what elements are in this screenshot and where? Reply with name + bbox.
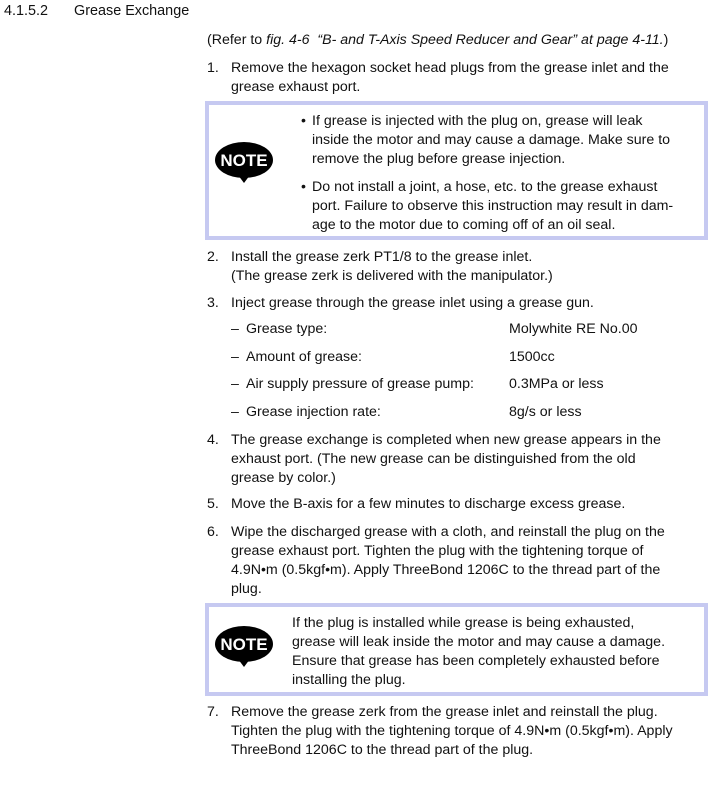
step-5 bbox=[207, 495, 707, 514]
note-line: Do not install a joint, a hose, etc. to the grease exhaust bbox=[312, 179, 658, 195]
step-line: (The grease zerk is delivered with the manipulator.) bbox=[231, 268, 553, 284]
step-line: grease exhaust port. bbox=[231, 79, 361, 95]
step-line: 4.9N•m (0.5kgf•m). Apply ThreeBond 1206C to the thread part of the bbox=[231, 562, 661, 578]
spec-value: 0.3MPa or less bbox=[509, 376, 604, 392]
step-line: Tighten the plug with the tightening torque of 4.9N•m (0.5kgf•m). Apply bbox=[231, 723, 673, 739]
reference-prefix: (Refer to bbox=[207, 32, 267, 48]
step-line: Wipe the discharged grease with a cloth, and reinstall the plug on the bbox=[231, 524, 665, 540]
spec-value: 1500cc bbox=[509, 349, 555, 365]
step-line: Inject grease through the grease inlet using a grease gun. bbox=[231, 295, 594, 311]
note-line: port. Failure to observe this instruction may result in dam- bbox=[312, 198, 674, 214]
reference-figure-link[interactable]: fig. 4-6 bbox=[266, 32, 310, 48]
spec-value: Molywhite RE No.00 bbox=[509, 321, 638, 337]
note-bullet-1 bbox=[301, 112, 696, 169]
note-box-1 bbox=[205, 101, 708, 240]
note-line: grease will leak inside the motor and may cause a damage. bbox=[292, 634, 666, 650]
step-line: The grease exchange is completed when new grease appears in the bbox=[231, 432, 661, 448]
note-icon bbox=[214, 623, 274, 671]
step-number: 4. bbox=[207, 432, 219, 448]
spec-row-amount bbox=[231, 349, 691, 369]
note-line: age to the motor due to coming off of an oil seal. bbox=[312, 217, 616, 233]
step-number: 6. bbox=[207, 524, 219, 540]
note-icon-label: NOTE bbox=[220, 635, 268, 654]
section-heading bbox=[4, 3, 189, 19]
step-line: Install the grease zerk PT1/8 to the grease inlet. bbox=[231, 249, 533, 265]
spec-dash: – bbox=[231, 349, 239, 365]
section-number: 4.1.5.2 bbox=[4, 3, 49, 19]
step-line: Remove the hexagon socket head plugs from the grease inlet and the bbox=[231, 60, 669, 76]
spec-label: Grease injection rate: bbox=[246, 404, 381, 420]
spec-label: Air supply pressure of grease pump: bbox=[246, 376, 474, 392]
step-number: 3. bbox=[207, 295, 219, 311]
step-line: ThreeBond 1206C to the thread part of the plug. bbox=[231, 742, 534, 758]
spec-row-pressure bbox=[231, 376, 691, 396]
note-bullet-2 bbox=[301, 178, 696, 235]
spec-row-rate bbox=[231, 404, 691, 424]
step-line: exhaust port. (The new grease can be distinguished from the old bbox=[231, 451, 636, 467]
spec-label: Grease type: bbox=[246, 321, 328, 337]
step-line: grease by color.) bbox=[231, 470, 336, 486]
bullet-dot: • bbox=[301, 179, 306, 195]
step-number: 5. bbox=[207, 496, 219, 512]
note-icon bbox=[214, 139, 274, 187]
reference-figure-title: “B- and T-Axis Speed Reducer and Gear” at page 4-11. bbox=[317, 32, 664, 48]
step-7 bbox=[207, 703, 707, 760]
spec-value: 8g/s or less bbox=[509, 404, 582, 420]
reference-suffix: ) bbox=[663, 32, 669, 48]
step-number: 7. bbox=[207, 704, 219, 720]
note-line: If grease is injected with the plug on, grease will leak bbox=[312, 113, 643, 129]
section-title: Grease Exchange bbox=[74, 3, 190, 19]
spec-dash: – bbox=[231, 321, 239, 337]
note-line: inside the motor and may cause a damage. Make sure to bbox=[312, 132, 671, 148]
step-number: 2. bbox=[207, 249, 219, 265]
step-3 bbox=[207, 294, 707, 313]
note-line: If the plug is installed while grease is being exhausted, bbox=[292, 615, 635, 631]
step-2 bbox=[207, 248, 707, 286]
note-icon-label: NOTE bbox=[220, 151, 268, 170]
note-line: installing the plug. bbox=[292, 672, 406, 688]
note-line: remove the plug before grease injection. bbox=[312, 151, 566, 167]
step-4 bbox=[207, 431, 707, 488]
spec-row-grease-type bbox=[231, 321, 691, 341]
spec-label: Amount of grease: bbox=[246, 349, 362, 365]
step-1 bbox=[207, 59, 707, 97]
spec-dash: – bbox=[231, 404, 239, 420]
figure-reference bbox=[207, 32, 717, 48]
note-box-2 bbox=[205, 603, 708, 696]
step-number: 1. bbox=[207, 60, 219, 76]
note-line: Ensure that grease has been completely exhausted before bbox=[292, 653, 660, 669]
note-text bbox=[292, 614, 694, 690]
spec-dash: – bbox=[231, 376, 239, 392]
step-line: grease exhaust port. Tighten the plug with the tightening torque of bbox=[231, 543, 644, 559]
bullet-dot: • bbox=[301, 113, 306, 129]
step-6 bbox=[207, 523, 707, 599]
step-line: Remove the grease zerk from the grease inlet and reinstall the plug. bbox=[231, 704, 658, 720]
note-bullets bbox=[301, 112, 696, 244]
step-line: Move the B-axis for a few minutes to discharge excess grease. bbox=[231, 496, 626, 512]
step-line: plug. bbox=[231, 581, 262, 597]
